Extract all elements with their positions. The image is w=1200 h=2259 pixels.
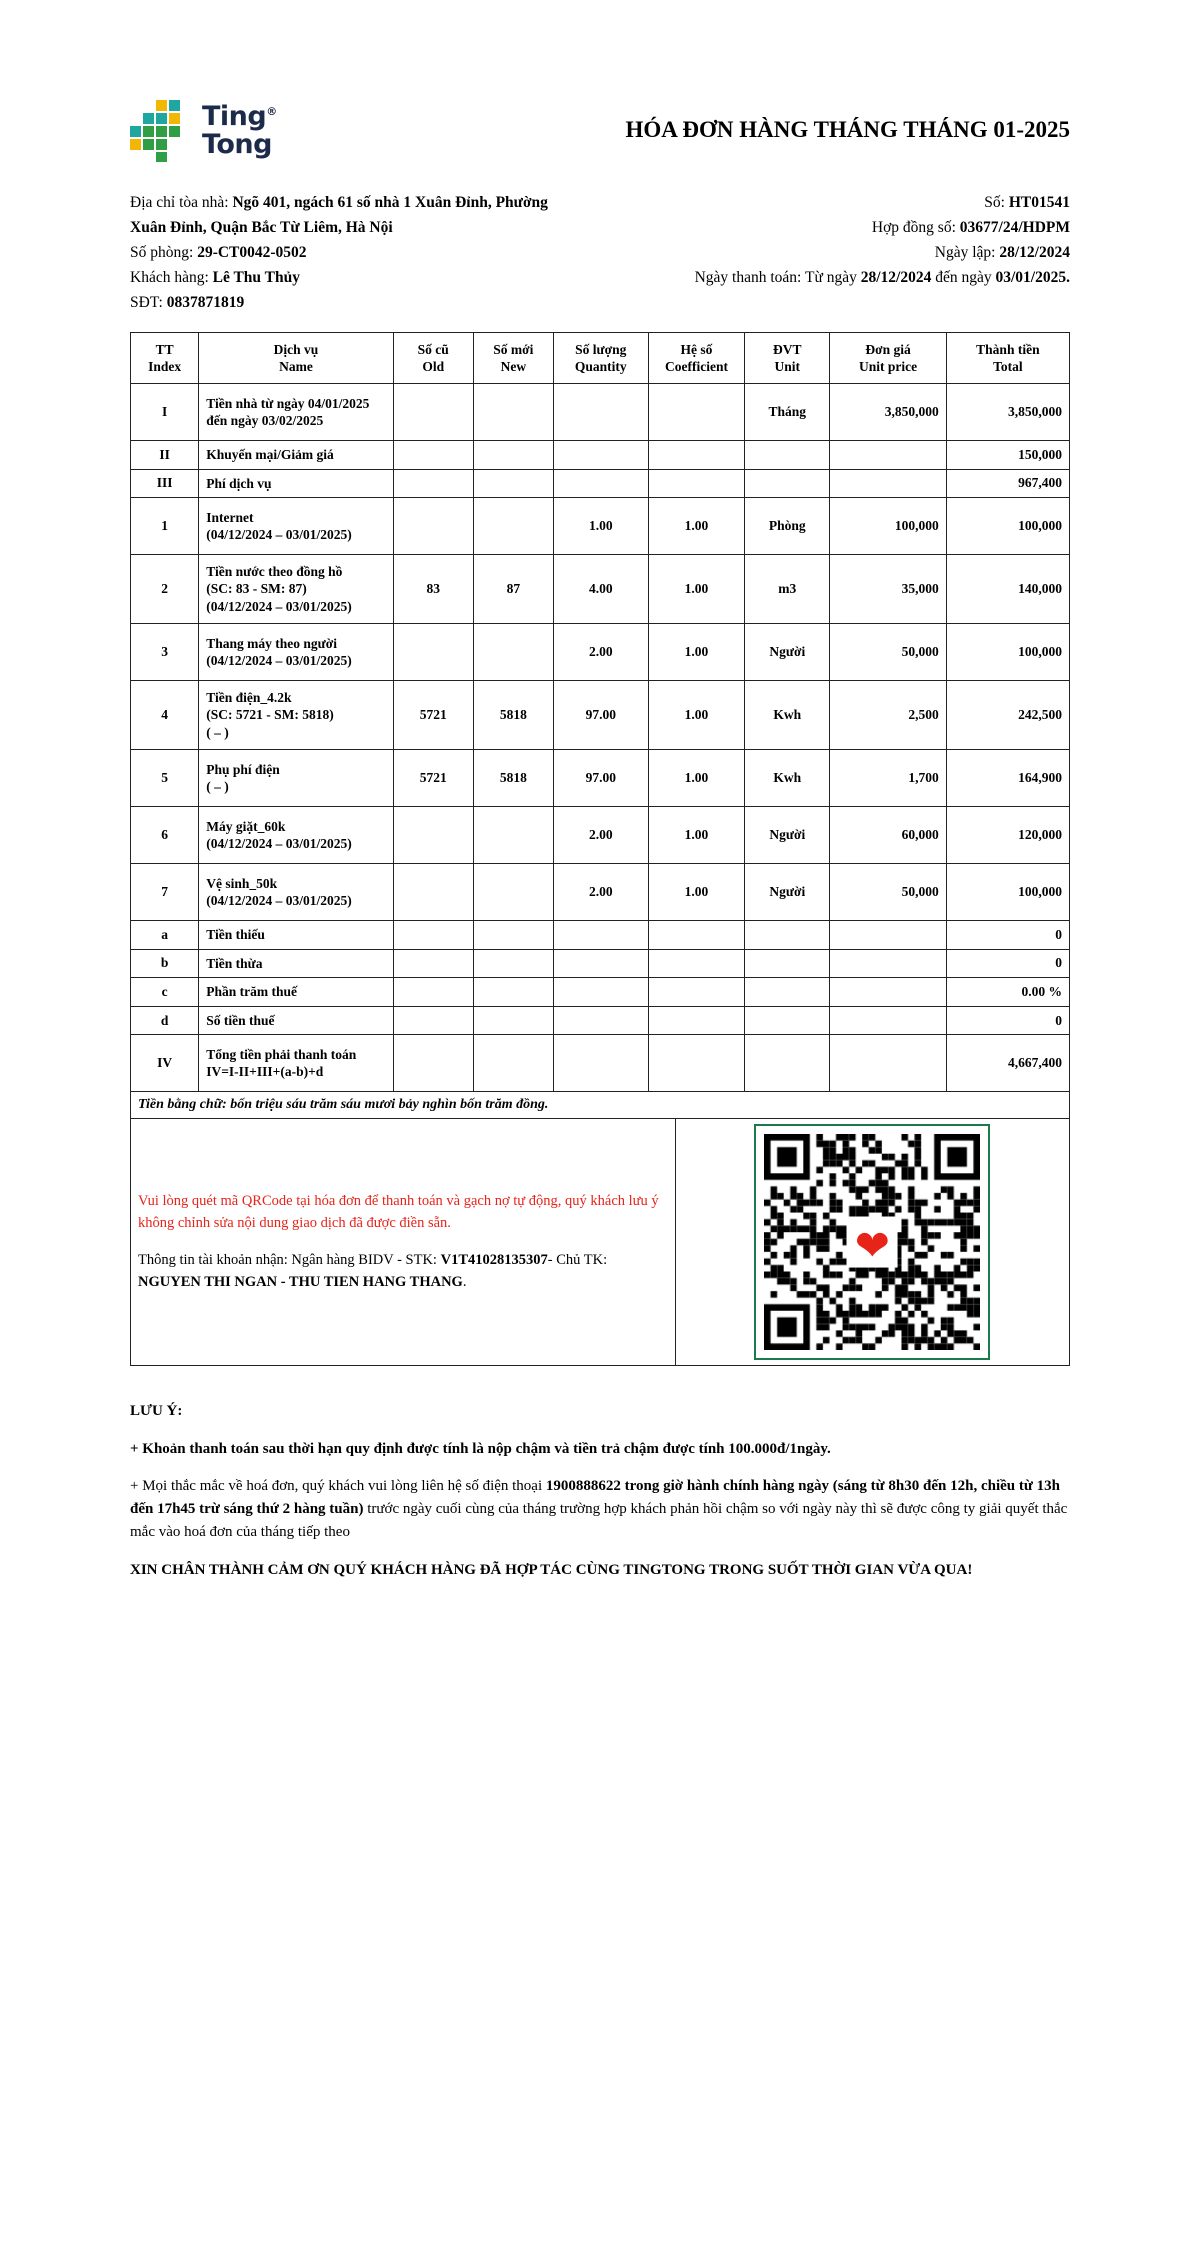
cell-quantity: 2.00: [553, 807, 648, 864]
cell-index: 7: [131, 864, 199, 921]
cell-unit: [745, 921, 830, 950]
cell-total: 4,667,400: [946, 1035, 1069, 1092]
table-row: [131, 555, 1070, 624]
cell-quantity: [553, 441, 648, 470]
cell-name: [199, 978, 393, 1007]
cell-index: III: [131, 469, 199, 498]
invoice-no-value: HT01541: [1008, 194, 1070, 211]
notes-section: [130, 1400, 1070, 1582]
cell-total: 0: [946, 921, 1069, 950]
info-row-phone: [130, 290, 1070, 315]
th-qty-l1: Số lượng: [575, 341, 627, 357]
th-old-l2: Old: [422, 358, 445, 374]
payment-date-label: Ngày thanh toán:: [694, 269, 802, 287]
cell-new: 5818: [473, 681, 553, 750]
cell-new: [473, 384, 553, 441]
cell-total: 150,000: [946, 441, 1069, 470]
cell-new: [473, 978, 553, 1007]
cell-unit: [745, 1006, 830, 1035]
cell-quantity: [553, 384, 648, 441]
cell-new: [473, 807, 553, 864]
table-row: [131, 949, 1070, 978]
th-total-l2: Total: [993, 358, 1023, 374]
cell-name: [199, 498, 393, 555]
table-row: [131, 441, 1070, 470]
cell-total: 0: [946, 1006, 1069, 1035]
cell-name-line1: Tiền thiếu: [206, 927, 265, 943]
note-thanks: XIN CHÂN THÀNH CẢM ƠN QUÝ KHÁCH HÀNG ĐÃ HỢP TÁC CÙNG TINGTONG TRONG SUỐT THỜI GIAN VỪA QUA!: [130, 1561, 973, 1578]
th-new: [473, 332, 553, 384]
th-unit: [745, 332, 830, 384]
brand-line-1: Ting: [202, 100, 267, 132]
cell-quantity: 97.00: [553, 681, 648, 750]
cell-index: I: [131, 384, 199, 441]
created-date-value: 28/12/2024: [999, 244, 1070, 262]
cell-unit-price: [830, 949, 946, 978]
cell-name-line2: (04/12/2024 – 03/01/2025): [206, 653, 352, 669]
cell-name: [199, 750, 393, 807]
cell-name-line1: Phụ phí điện: [206, 761, 280, 777]
note-line-2: [130, 1475, 1070, 1545]
cell-old: 83: [393, 555, 473, 624]
cell-old: [393, 441, 473, 470]
cell-old: [393, 1035, 473, 1092]
cell-index: 1: [131, 498, 199, 555]
cell-index: a: [131, 921, 199, 950]
page-title: HÓA ĐƠN HÀNG THÁNG THÁNG 01-2025: [625, 117, 1070, 142]
cell-unit-price: 1,700: [830, 750, 946, 807]
cell-name-line1: Internet: [206, 509, 254, 525]
info-row-customer: [130, 265, 1070, 290]
th-price-l1: Đơn giá: [865, 341, 911, 357]
qr-info-cell: [131, 1119, 676, 1366]
cell-unit: Phòng: [745, 498, 830, 555]
cell-name-line2: ( – ): [206, 779, 229, 795]
contract-value: 03677/24/HDPM: [959, 219, 1070, 237]
customer-value: Lê Thu Thủy: [212, 269, 300, 287]
cell-name-line2: IV=I-II+III+(a-b)+d: [206, 1064, 324, 1080]
cell-name-line2: (SC: 83 - SM: 87): [206, 581, 307, 597]
th-unit-l2: Unit: [774, 358, 801, 374]
payment-date-mid: đến ngày: [935, 269, 992, 287]
cell-old: [393, 978, 473, 1007]
cell-unit-price: 50,000: [830, 864, 946, 921]
cell-new: [473, 949, 553, 978]
cell-name-line2: (04/12/2024 – 03/01/2025): [206, 893, 352, 909]
table-row: [131, 864, 1070, 921]
customer-label: Khách hàng:: [130, 269, 209, 287]
th-price-l2: Unit price: [858, 358, 918, 374]
cell-name-line1: Tiền điện_4.2k: [206, 689, 292, 705]
qr-code[interactable]: [754, 1124, 990, 1360]
th-index-l2: Index: [148, 358, 182, 374]
cell-coefficient: [648, 949, 745, 978]
th-name-l2: Name: [279, 358, 313, 374]
note-line-2-a: + Mọi thắc mắc về hoá đơn, quý khách vui lòng liên hệ số điện thoại: [130, 1477, 546, 1494]
cell-new: 5818: [473, 750, 553, 807]
cell-unit: [745, 1035, 830, 1092]
cell-name-line2: (SC: 5721 - SM: 5818): [206, 707, 334, 723]
cell-coefficient: 1.00: [648, 864, 745, 921]
cell-total: 3,850,000: [946, 384, 1069, 441]
cell-unit-price: 2,500: [830, 681, 946, 750]
cell-index: 4: [131, 681, 199, 750]
th-name: [199, 332, 393, 384]
room-label: Số phòng:: [130, 244, 194, 262]
table-header-row: [131, 332, 1070, 384]
cell-name-line1: Khuyến mại/Giảm giá: [206, 447, 334, 463]
phone-value: 0837871819: [166, 294, 245, 312]
cell-total: 120,000: [946, 807, 1069, 864]
table-row: [131, 978, 1070, 1007]
cell-name: [199, 555, 393, 624]
cell-name-line1: Phí dịch vụ: [206, 475, 272, 491]
note-hotline: 1900888622 trong giờ hành chính hàng ngày (sáng từ 8h30 đến 12h, chiều từ 13h đến 17h45 trừ sáng thứ 2 hàng tuần): [130, 1477, 1060, 1518]
th-qty-l2: Quantity: [574, 358, 627, 374]
th-unit-price: [830, 332, 946, 384]
th-quantity: [553, 332, 648, 384]
bank-line-suffix: .: [462, 1274, 467, 1291]
cell-old: [393, 624, 473, 681]
cell-new: [473, 1035, 553, 1092]
cell-quantity: 1.00: [553, 498, 648, 555]
invoice-table-body: [131, 384, 1070, 1119]
invoice-header: [130, 100, 1070, 162]
table-row: [131, 807, 1070, 864]
phone-label: SĐT:: [130, 294, 163, 312]
table-row: [131, 498, 1070, 555]
cell-name-line1: Phần trăm thuế: [206, 984, 297, 1000]
brand-logo: [130, 100, 430, 162]
cell-coefficient: 1.00: [648, 681, 745, 750]
cell-coefficient: [648, 441, 745, 470]
cell-unit: Người: [745, 864, 830, 921]
payment-date-to: 03/01/2025.: [995, 269, 1070, 287]
th-coefficient: [648, 332, 745, 384]
cell-new: [473, 441, 553, 470]
address-label: Địa chỉ tòa nhà:: [130, 194, 229, 211]
invoice-table-head: [131, 332, 1070, 384]
brand-wordmark: [202, 100, 277, 160]
th-unit-l1: ĐVT: [773, 341, 802, 357]
cell-name-line3: ( – ): [206, 724, 229, 740]
cell-old: [393, 384, 473, 441]
heart-icon: ❤: [854, 1223, 890, 1270]
address-value: Ngõ 401, ngách 61 số nhà 1 Xuân Đỉnh, Phường: [232, 194, 548, 211]
cell-old: [393, 921, 473, 950]
cell-total: 140,000: [946, 555, 1069, 624]
brand-line-2: Tong: [202, 129, 272, 160]
cell-unit: Kwh: [745, 681, 830, 750]
cell-name: [199, 469, 393, 498]
cell-old: [393, 807, 473, 864]
bank-account-name: NGUYEN THI NGAN - THU TIEN HANG THANG: [138, 1274, 463, 1291]
table-row: [131, 681, 1070, 750]
cell-new: [473, 498, 553, 555]
cell-name-line1: Tiền nhà từ ngày 04/01/2025: [206, 395, 370, 411]
cell-quantity: 97.00: [553, 750, 648, 807]
bank-line-mid: - Chủ TK:: [547, 1252, 608, 1269]
cell-quantity: [553, 1035, 648, 1092]
cell-new: [473, 624, 553, 681]
cell-name-line1: Vệ sinh_50k: [206, 875, 278, 891]
cell-coefficient: 1.00: [648, 498, 745, 555]
cell-coefficient: 1.00: [648, 807, 745, 864]
th-name-l1: Dịch vụ: [273, 341, 319, 357]
qr-code-cell: [675, 1119, 1069, 1366]
cell-old: [393, 469, 473, 498]
cell-unit: [745, 469, 830, 498]
bank-account-number: V1T41028135307: [440, 1252, 548, 1269]
amount-in-words-row: [131, 1092, 1070, 1119]
cell-unit: Người: [745, 807, 830, 864]
th-old: [393, 332, 473, 384]
invoice-info: [130, 190, 1070, 316]
bank-account-info: [138, 1250, 668, 1294]
th-index: [131, 332, 199, 384]
cell-coefficient: [648, 1035, 745, 1092]
cell-unit-price: 35,000: [830, 555, 946, 624]
th-new-l1: Số mới: [493, 341, 534, 357]
cell-new: [473, 469, 553, 498]
cell-quantity: [553, 921, 648, 950]
cell-new: [473, 921, 553, 950]
cell-coefficient: [648, 384, 745, 441]
cell-quantity: 4.00: [553, 555, 648, 624]
cell-total: 0.00 %: [946, 978, 1069, 1007]
cell-total: 164,900: [946, 750, 1069, 807]
cell-coefficient: [648, 1006, 745, 1035]
table-row: [131, 750, 1070, 807]
cell-old: 5721: [393, 681, 473, 750]
cell-quantity: [553, 978, 648, 1007]
cell-total: 242,500: [946, 681, 1069, 750]
cell-name-line3: (04/12/2024 – 03/01/2025): [206, 598, 352, 614]
cell-quantity: [553, 949, 648, 978]
cell-coefficient: [648, 978, 745, 1007]
tingtong-logo-icon: [130, 100, 192, 162]
cell-name-line2: (04/12/2024 – 03/01/2025): [206, 836, 352, 852]
cell-coefficient: [648, 921, 745, 950]
amount-in-words: Tiền bằng chữ: bốn triệu sáu trăm sáu mươi bảy nghìn bốn trăm đồng.: [131, 1092, 1070, 1119]
note-line-2-c: trước ngày cuối cùng của tháng trường hợp khách phản hồi chậm so với ngày này thì sẽ được công ty giải quyết thắc mắc vào hoá đơn của tháng tiếp theo: [130, 1501, 1068, 1541]
cell-index: 3: [131, 624, 199, 681]
invoice-table: [130, 332, 1070, 1120]
cell-name-line1: Số tiền thuế: [206, 1012, 275, 1028]
cell-unit-price: 100,000: [830, 498, 946, 555]
bank-line-prefix: Thông tin tài khoản nhận: Ngân hàng BIDV - STK:: [138, 1252, 437, 1269]
table-row: [131, 1035, 1070, 1092]
cell-unit: [745, 441, 830, 470]
contract-label: Hợp đồng số:: [871, 219, 956, 237]
cell-name-line1: Tiền thừa: [206, 955, 263, 971]
cell-unit-price: [830, 441, 946, 470]
cell-unit: Kwh: [745, 750, 830, 807]
cell-name-line1: Tổng tiền phải thanh toán: [206, 1046, 357, 1062]
invoice-no-label: Số:: [984, 194, 1005, 211]
info-row-room: [130, 240, 1070, 265]
cell-index: 6: [131, 807, 199, 864]
cell-old: [393, 864, 473, 921]
cell-index: II: [131, 441, 199, 470]
cell-name: [199, 624, 393, 681]
cell-name: [199, 864, 393, 921]
cell-coefficient: 1.00: [648, 624, 745, 681]
cell-unit-price: [830, 469, 946, 498]
cell-name-line2: đến ngày 03/02/2025: [206, 413, 324, 429]
cell-index: d: [131, 1006, 199, 1035]
cell-quantity: [553, 1006, 648, 1035]
cell-new: [473, 864, 553, 921]
cell-coefficient: [648, 469, 745, 498]
cell-old: [393, 498, 473, 555]
cell-name: [199, 384, 393, 441]
cell-index: c: [131, 978, 199, 1007]
cell-name: [199, 441, 393, 470]
cell-coefficient: 1.00: [648, 555, 745, 624]
cell-quantity: 2.00: [553, 624, 648, 681]
cell-unit-price: [830, 1035, 946, 1092]
th-old-l1: Số cũ: [417, 341, 449, 357]
cell-unit-price: [830, 978, 946, 1007]
qr-section-row: [131, 1119, 1070, 1366]
cell-name-line1: Thang máy theo người: [206, 635, 337, 651]
cell-total: 0: [946, 949, 1069, 978]
cell-name: [199, 681, 393, 750]
th-index-l1: TT: [155, 341, 174, 357]
cell-total: 100,000: [946, 864, 1069, 921]
cell-name: [199, 807, 393, 864]
cell-total: 967,400: [946, 469, 1069, 498]
cell-name: [199, 949, 393, 978]
qr-warning-text: Vui lòng quét mã QRCode tại hóa đơn để thanh toán và gạch nợ tự động, quý khách lưu ý không chỉnh sửa nội dung giao dịch đã được điền sẵn.: [138, 1192, 659, 1231]
th-new-l2: New: [500, 358, 527, 374]
cell-unit: Tháng: [745, 384, 830, 441]
cell-coefficient: 1.00: [648, 750, 745, 807]
info-row-address: [130, 190, 1070, 215]
info-row-address-2: [130, 215, 1070, 240]
cell-name-line1: Máy giặt_60k: [206, 818, 286, 834]
cell-name-line2: (04/12/2024 – 03/01/2025): [206, 527, 352, 543]
cell-old: [393, 1006, 473, 1035]
cell-unit: [745, 978, 830, 1007]
th-total: [946, 332, 1069, 384]
table-row: [131, 469, 1070, 498]
cell-index: b: [131, 949, 199, 978]
room-value: 29-CT0042-0502: [197, 244, 307, 262]
created-date-label: Ngày lập:: [934, 244, 996, 262]
table-row: [131, 1006, 1070, 1035]
cell-total: 100,000: [946, 624, 1069, 681]
address-value-2: Xuân Đỉnh, Quận Bắc Từ Liêm, Hà Nội: [130, 219, 393, 237]
cell-old: [393, 949, 473, 978]
th-total-l1: Thành tiền: [976, 341, 1040, 357]
brand-registered-icon: ®: [266, 104, 277, 118]
payment-date-prefix: Từ ngày: [804, 269, 857, 287]
cell-index: 5: [131, 750, 199, 807]
cell-name: [199, 1035, 393, 1092]
cell-new: 87: [473, 555, 553, 624]
cell-quantity: [553, 469, 648, 498]
cell-unit-price: 60,000: [830, 807, 946, 864]
note-line-1: + Khoản thanh toán sau thời hạn quy định được tính là nộp chậm và tiền trả chậm được tính 100.000đ/1ngày.: [130, 1440, 831, 1457]
qr-section-table: [130, 1118, 1070, 1366]
notes-title: LƯU Ý:: [130, 1403, 183, 1420]
cell-quantity: 2.00: [553, 864, 648, 921]
cell-new: [473, 1006, 553, 1035]
table-row: [131, 921, 1070, 950]
cell-index: 2: [131, 555, 199, 624]
cell-unit: [745, 949, 830, 978]
cell-name: [199, 921, 393, 950]
th-coef-l1: Hệ số: [680, 341, 713, 357]
cell-unit: m3: [745, 555, 830, 624]
cell-index: IV: [131, 1035, 199, 1092]
cell-unit-price: [830, 1006, 946, 1035]
cell-name: [199, 1006, 393, 1035]
table-row: [131, 624, 1070, 681]
cell-total: 100,000: [946, 498, 1069, 555]
cell-name-line1: Tiền nước theo đồng hồ: [206, 563, 343, 579]
table-row: [131, 384, 1070, 441]
cell-unit-price: 3,850,000: [830, 384, 946, 441]
cell-old: 5721: [393, 750, 473, 807]
cell-unit: Người: [745, 624, 830, 681]
th-coef-l2: Coefficient: [664, 358, 728, 374]
cell-unit-price: 50,000: [830, 624, 946, 681]
cell-unit-price: [830, 921, 946, 950]
payment-date-from: 28/12/2024: [860, 269, 932, 287]
